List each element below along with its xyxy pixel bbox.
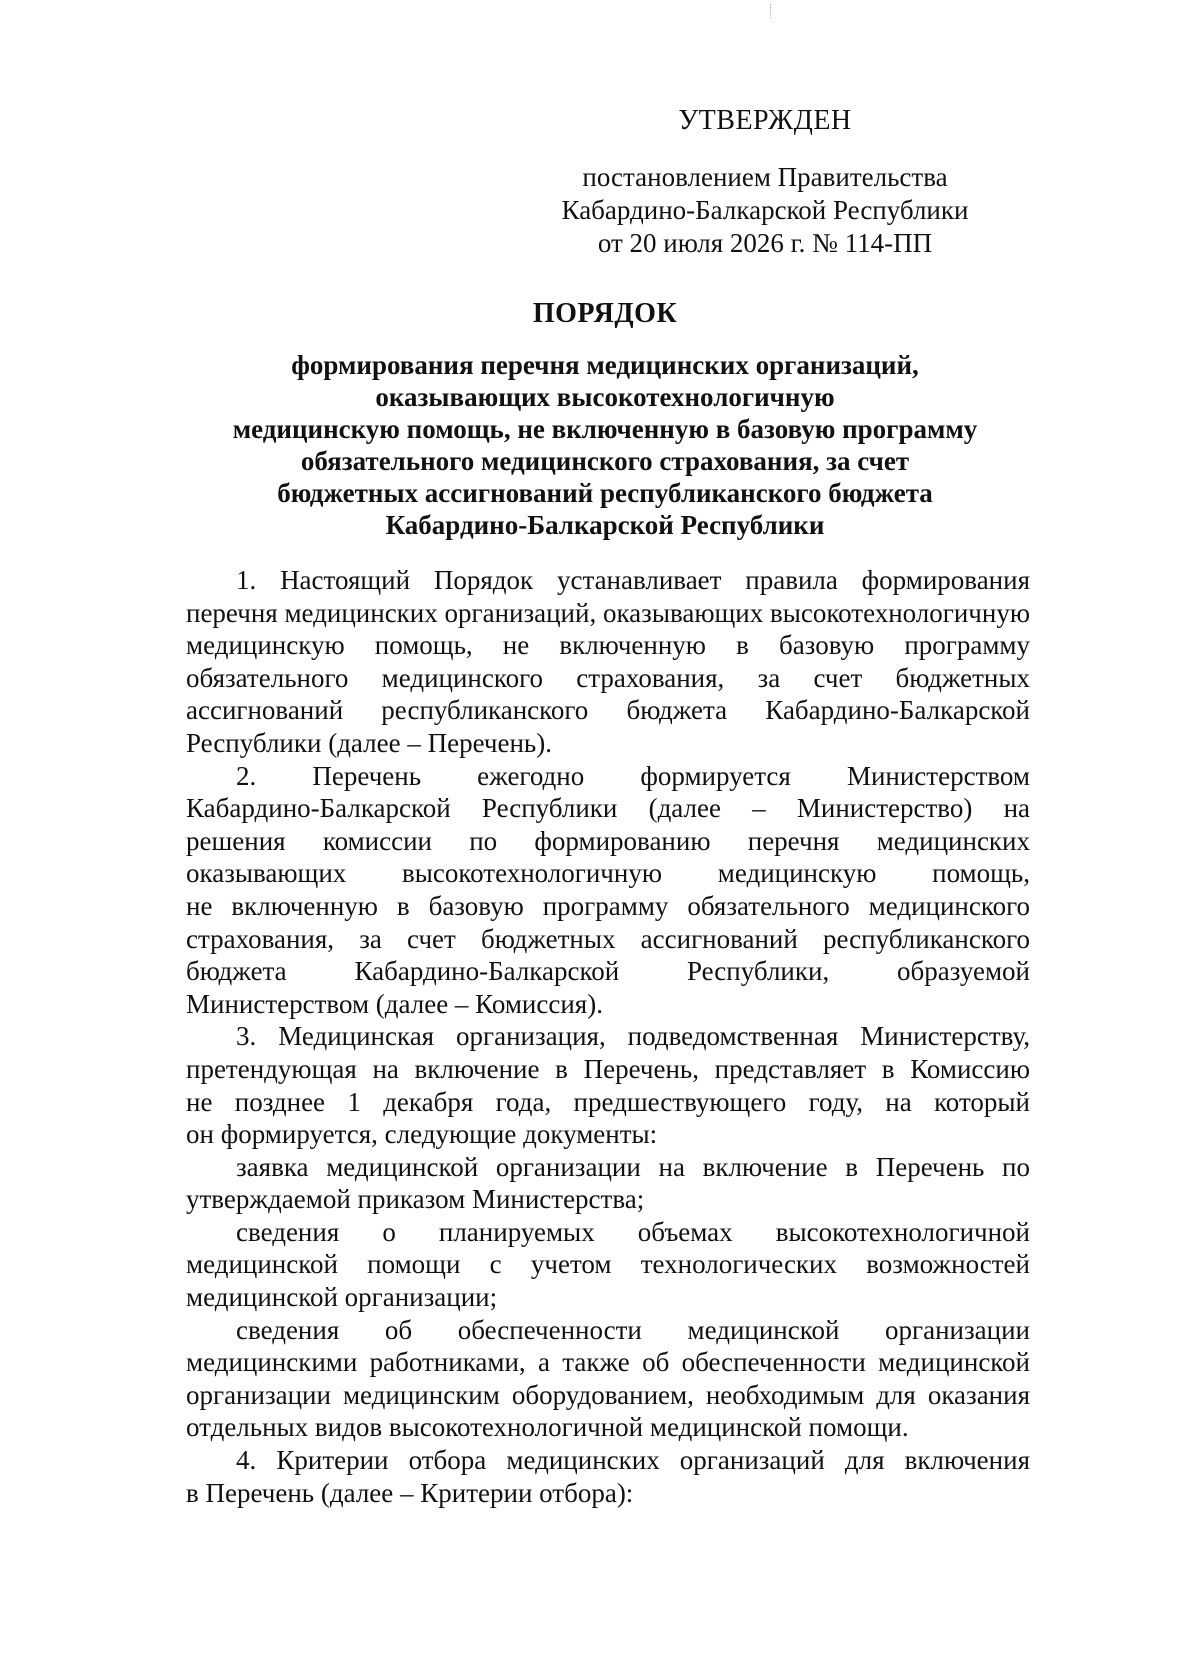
text-line: сведения об обеспеченности медицинской организации <box>236 1314 1030 1345</box>
subtitle-line: бюджетных ассигнований республиканского бюджета <box>277 478 933 508</box>
subtitle-line: обязательного медицинского страхования, за счет <box>300 446 910 476</box>
text-line: Кабардино-Балкарской Республики (далее – Министерство) на <box>186 793 1030 824</box>
document-body <box>186 564 1030 1509</box>
text-line: медицинскую помощь, не включенную в базовую программу <box>186 630 1030 661</box>
text-line: 4. Критерии отбора медицинских организаций для включения <box>236 1445 1030 1476</box>
approval-line: от 20 июля 2026 г. № 114-ПП <box>597 228 933 258</box>
subtitle-line: формирования перечня медицинских организаций, <box>291 350 919 380</box>
approval-heading: УТВЕРЖДЕН <box>678 105 852 136</box>
subtitle-line: оказывающих высокотехнологичную <box>375 382 835 412</box>
document-subtitle <box>200 349 1010 541</box>
text-line: в Перечень (далее – Критерии отбора): <box>186 1477 634 1508</box>
approval-line: постановлением Правительства <box>582 162 948 192</box>
text-line: Республики (далее – Перечень). <box>186 727 552 758</box>
subtitle-line: Кабардино-Балкарской Республики <box>385 510 825 540</box>
text-line: ассигнований республиканского бюджета Кабардино-Балкарской <box>186 695 1030 726</box>
list-item-staffing <box>186 1314 1030 1444</box>
text-line: утверждаемой приказом Министерства; <box>186 1184 645 1215</box>
approval-stamp-block <box>560 104 970 260</box>
text-line: организации медицинским оборудованием, необходимым для оказания <box>186 1379 1030 1410</box>
text-line: оказывающих высокотехнологичную медицинскую помощь, <box>186 858 1030 889</box>
subtitle-line: медицинскую помощь, не включенную в базовую программу <box>232 414 978 444</box>
text-line: Министерством (далее – Комиссия). <box>186 988 603 1019</box>
paragraph-3 <box>186 1020 1030 1150</box>
text-line: медицинской организации; <box>186 1282 498 1313</box>
text-line: перечня медицинских организаций, оказывающих высокотехнологичную <box>186 597 1030 628</box>
document-title-block <box>200 297 1010 541</box>
list-item-planned-volumes <box>186 1216 1030 1314</box>
text-line: отдельных видов высокотехнологичной медицинской помощи. <box>186 1412 909 1443</box>
text-line: 2. Перечень ежегодно формируется Министерством <box>236 760 1030 791</box>
text-line: 3. Медицинская организация, подведомственная Министерству, <box>236 1021 1030 1052</box>
text-line: он формируется, следующие документы: <box>186 1119 658 1150</box>
text-line: страхования, за счет бюджетных ассигнований республиканского <box>186 923 1030 954</box>
text-line: не позднее 1 декабря года, предшествующего году, на который <box>186 1086 1030 1117</box>
list-item-application <box>186 1151 1030 1216</box>
text-line: обязательного медицинского страхования, за счет бюджетных <box>186 662 1030 693</box>
text-line: заявка медицинской организации на включение в Перечень по <box>236 1151 1030 1182</box>
approval-line: Кабардино-Балкарской Республики <box>561 195 969 225</box>
text-line: решения комиссии по формированию перечня медицинских <box>186 825 1030 856</box>
text-line: медицинскими работниками, а также об обеспеченности медицинской <box>186 1347 1030 1378</box>
text-line: бюджета Кабардино-Балкарской Республики, образуемой <box>186 956 1030 987</box>
text-line: претендующая на включение в Перечень, представляет в Комиссию <box>186 1053 1030 1084</box>
paragraph-2 <box>186 760 1030 1021</box>
text-line: медицинской помощи с учетом технологических возможностей <box>186 1249 1030 1280</box>
paragraph-1 <box>186 564 1030 760</box>
paragraph-4 <box>186 1444 1030 1509</box>
text-line: 1. Настоящий Порядок устанавливает правила формирования <box>236 565 1030 595</box>
text-line: сведения о планируемых объемах высокотехнологичной <box>236 1216 1030 1247</box>
document-title: ПОРЯДОК <box>532 298 678 329</box>
scan-artifact <box>770 4 772 18</box>
text-line: не включенную в базовую программу обязательного медицинского <box>186 890 1030 921</box>
